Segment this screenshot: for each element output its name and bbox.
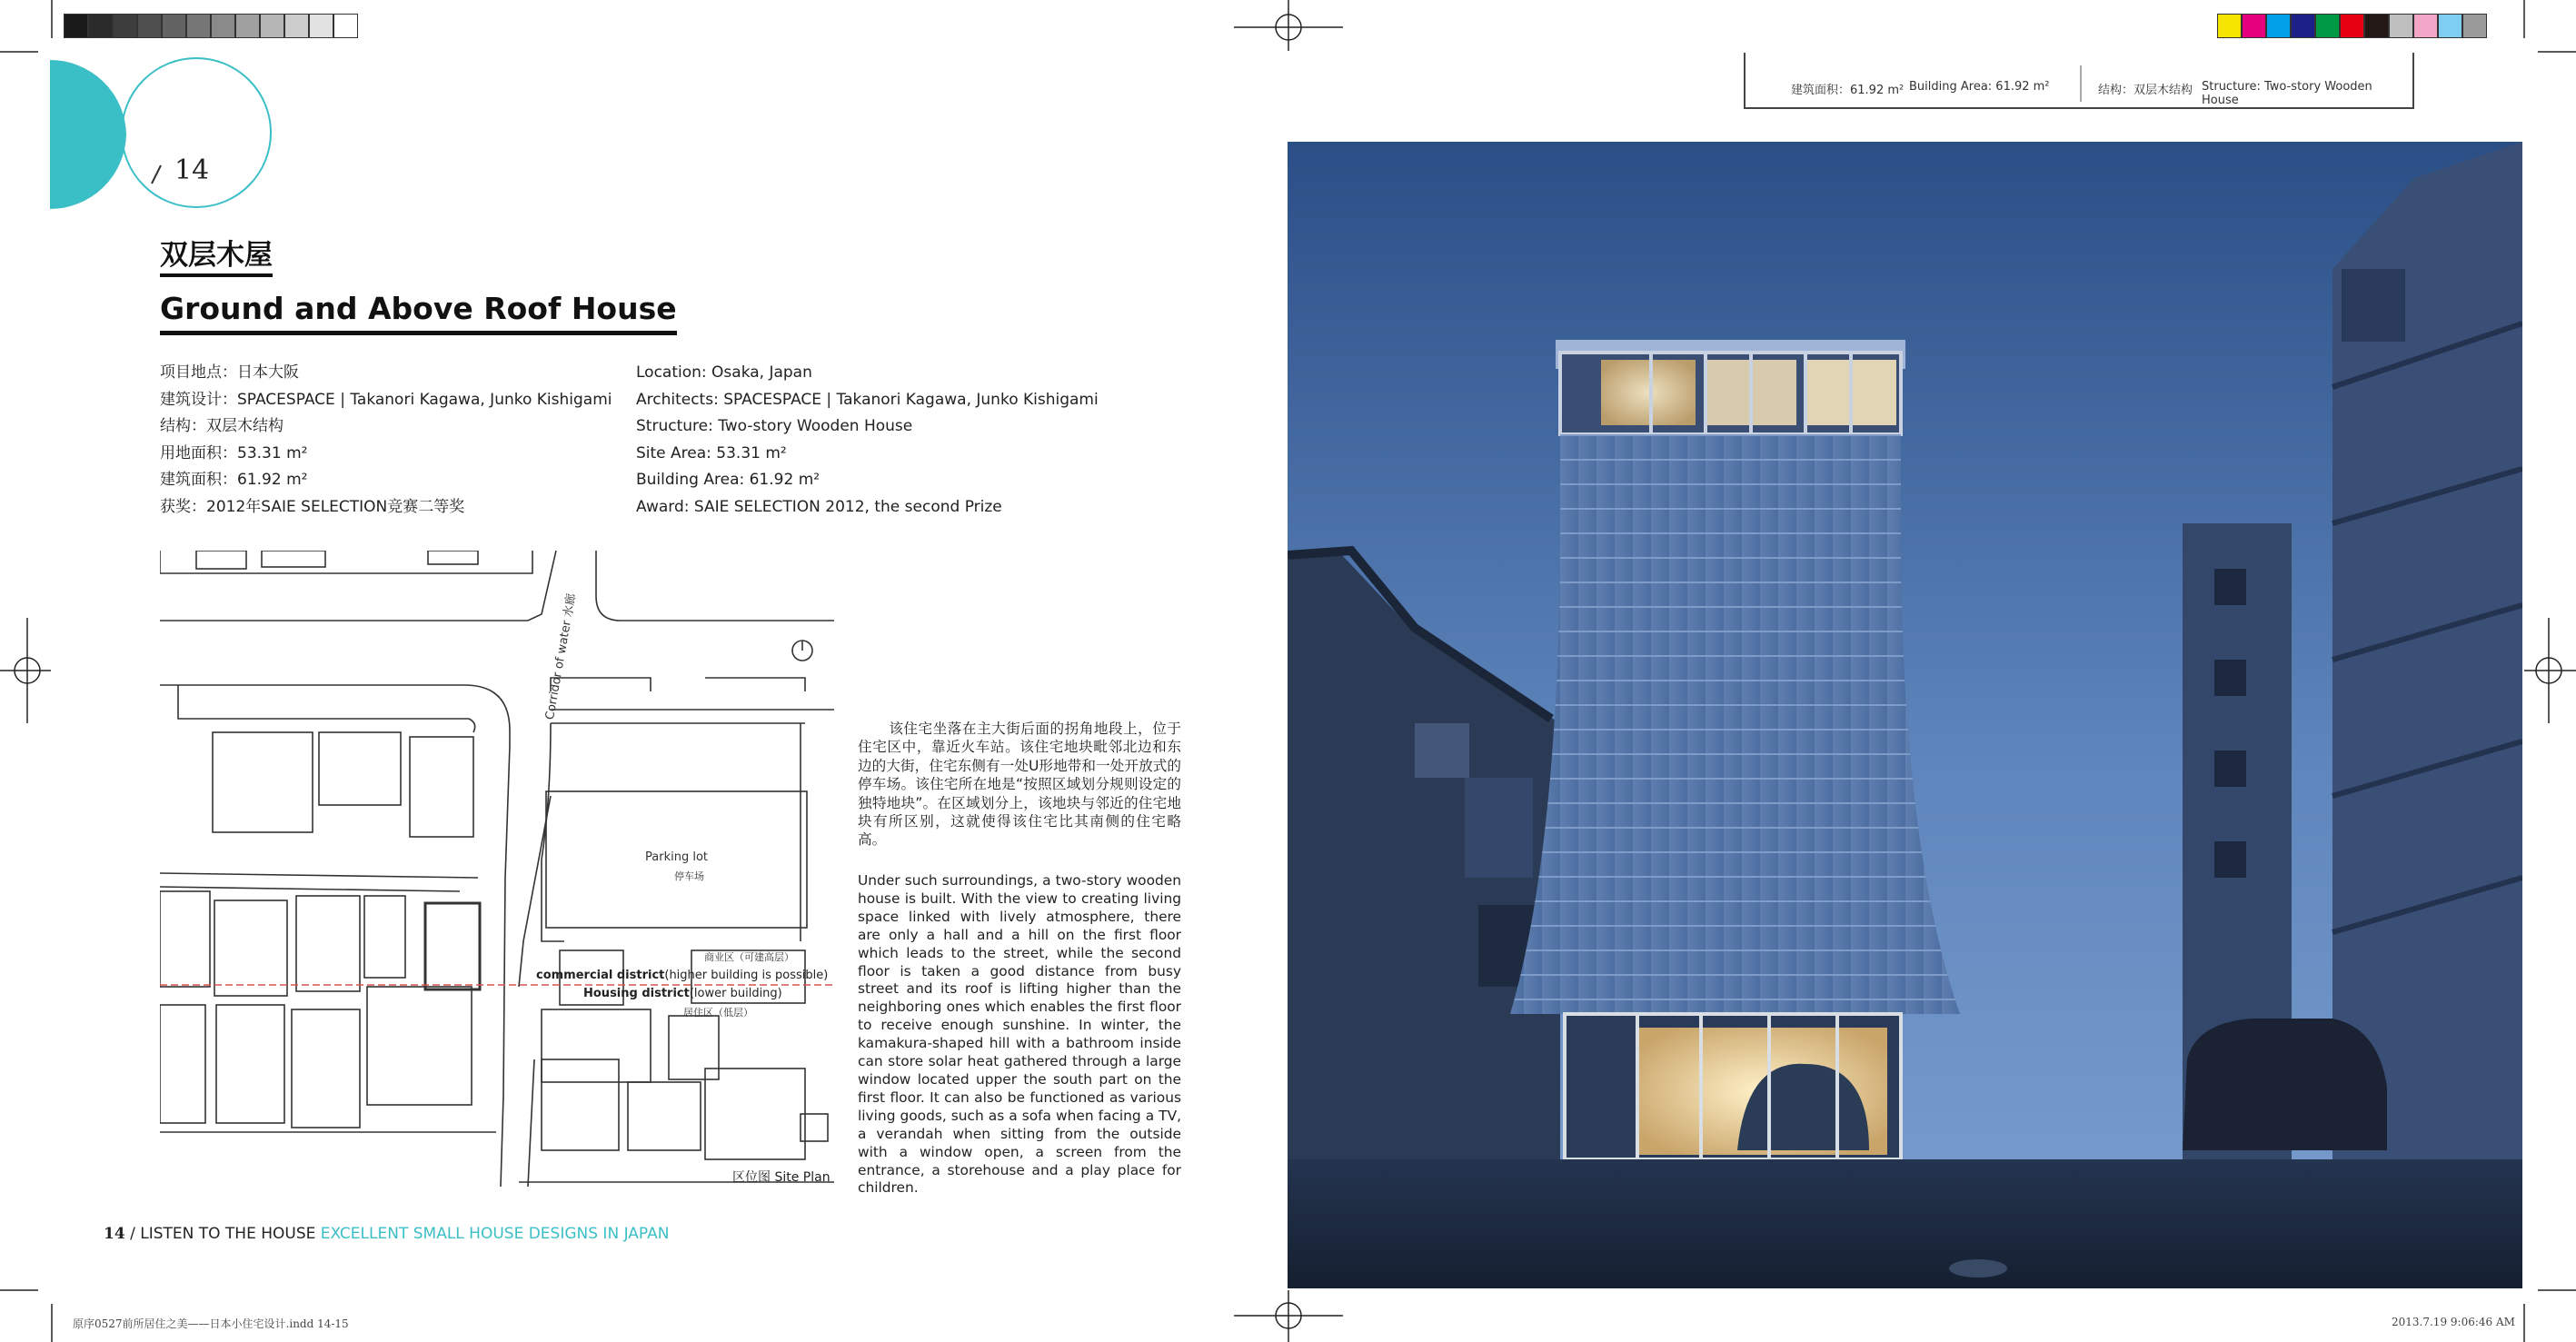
site-plan-drawing bbox=[160, 551, 834, 1187]
commercial-district-name: commercial district bbox=[536, 969, 665, 982]
gray-swatch bbox=[333, 14, 358, 38]
spec-en: Structure: Two-story Wooden House bbox=[636, 417, 913, 435]
footer-separator: / bbox=[130, 1225, 135, 1243]
title-chinese: 双层木屋 bbox=[160, 238, 273, 277]
body-text-chinese: 该住宅坐落在主大街后面的拐角地段上，位于住宅区中，靠近火车站。该住宅地块毗邻北边和东边的大街，住宅东侧有一处U形地带和一处开放式的停车场。该住宅所在地是“按照区域划分规则设定的独特地块”。在区域划分上，该地块与邻近的住宅地块有所区别，这就使得该住宅比其南侧的住宅略高。 bbox=[858, 721, 1181, 849]
spec-cn: 用地面积：53.31 m² bbox=[160, 443, 308, 462]
gray-swatch bbox=[235, 14, 260, 38]
color-swatch bbox=[2389, 14, 2413, 38]
running-footer bbox=[104, 1225, 669, 1243]
page-number-large: 14 bbox=[174, 154, 210, 186]
spec-cn: 获奖：2012年SAIE SELECTION竞赛二等奖 bbox=[160, 497, 465, 516]
grayscale-color-bar bbox=[64, 14, 358, 38]
spec-cn: 结构：双层木结构 bbox=[160, 417, 283, 435]
header-structure-en: Structure: Two-story Wooden House bbox=[2202, 80, 2372, 107]
slug-left: 原序0527前所居住之美——日本小住宅设计.indd 14-15 bbox=[73, 1317, 349, 1330]
color-swatch bbox=[2340, 14, 2364, 38]
spec-row bbox=[160, 360, 1099, 387]
street-label-en: Corridor of water bbox=[542, 619, 574, 721]
color-swatch bbox=[2291, 14, 2315, 38]
gray-swatch bbox=[260, 14, 284, 38]
gray-swatch bbox=[211, 14, 235, 38]
spec-row bbox=[160, 467, 1099, 494]
footer-series-accent: EXCELLENT SMALL HOUSE DESIGNS IN JAPAN bbox=[320, 1225, 670, 1243]
housing-district-name: Housing district bbox=[583, 987, 690, 1000]
spec-row bbox=[160, 441, 1099, 468]
page-number-circles bbox=[50, 56, 286, 215]
housing-label-cn: 居住区（低层） bbox=[683, 1007, 753, 1019]
right-page-header bbox=[1744, 53, 2414, 109]
gray-swatch bbox=[162, 14, 186, 38]
body-text-english: Under such surroundings, a two-story wooden house is built. With the view to creating living space linked with lively atmosphere, there are only a hall and a hill on the first floor which leads to the street, while the second floor is taken a good distance from busy street and its roof is lifting higher than the neighboring ones which enables the first floor to receive enough sunshine. In winter, the kamakura-shaped hill with a bathroom inside can store solar heat gathered through a large window located upper the south part on the first floor. It can also be functioned as various living goods, such as a sofa when facing a TV, a verandah when sitting from the outside with a window open, a screen from the entrance, a storehouse and a play place for children. bbox=[858, 872, 1181, 1197]
site-plan-caption: 区位图 Site Plan bbox=[732, 1170, 830, 1185]
header-structure-cn: 结构：双层木结构 bbox=[2098, 84, 2193, 97]
color-swatch bbox=[2462, 14, 2487, 38]
housing-district-note: (lower building) bbox=[689, 987, 782, 1000]
gray-swatch bbox=[88, 14, 113, 38]
parking-label: Parking lot bbox=[645, 850, 708, 864]
spec-en: Award: SAIE SELECTION 2012, the second Prize bbox=[636, 497, 1002, 516]
color-swatch bbox=[2364, 14, 2389, 38]
spec-cn: 建筑面积：61.92 m² bbox=[160, 471, 308, 489]
house-photo bbox=[1288, 142, 2522, 1288]
spec-row bbox=[160, 413, 1099, 441]
slug-right: 2013.7.19 9:06:46 AM bbox=[2392, 1316, 2515, 1328]
header-divider bbox=[2080, 65, 2082, 102]
spec-row bbox=[160, 387, 1099, 414]
title-english: Ground and Above Roof House bbox=[160, 289, 677, 335]
spec-cn: 项目地点：日本大阪 bbox=[160, 363, 299, 382]
spec-en: Architects: SPACESPACE | Takanori Kagawa, Junko Kishigami bbox=[636, 390, 1099, 409]
color-swatch bbox=[2217, 14, 2242, 38]
color-swatch bbox=[2315, 14, 2340, 38]
gray-swatch bbox=[113, 14, 137, 38]
spec-cn: 建筑设计：SPACESPACE | Takanori Kagawa, Junko Kishigami bbox=[160, 390, 612, 409]
commercial-district-note: (higher building is possible) bbox=[664, 969, 829, 982]
footer-series: LISTEN TO THE HOUSE bbox=[140, 1225, 316, 1243]
header-area-en: Building Area: 61.92 m² bbox=[1909, 80, 2050, 94]
color-swatch bbox=[2266, 14, 2291, 38]
spec-row bbox=[160, 494, 1099, 522]
project-specs bbox=[160, 360, 1099, 521]
footer-page-number: 14 bbox=[104, 1225, 125, 1243]
color-swatch bbox=[2413, 14, 2438, 38]
gray-swatch bbox=[137, 14, 162, 38]
spec-en: Location: Osaka, Japan bbox=[636, 363, 812, 382]
color-swatch bbox=[2242, 14, 2266, 38]
commercial-label bbox=[536, 969, 828, 982]
housing-label bbox=[583, 987, 782, 1000]
gray-swatch bbox=[186, 14, 211, 38]
spec-en: Building Area: 61.92 m² bbox=[636, 471, 821, 489]
commercial-label-cn: 商业区（可建高层） bbox=[704, 951, 794, 963]
gray-swatch bbox=[309, 14, 333, 38]
process-color-bar bbox=[2217, 14, 2487, 38]
spec-en: Site Area: 53.31 m² bbox=[636, 443, 787, 462]
gray-swatch bbox=[284, 14, 309, 38]
street-label-cn: 水廊 bbox=[561, 592, 580, 619]
header-area-cn: 建筑面积：61.92 m² bbox=[1791, 84, 1905, 97]
parking-label-cn: 停车场 bbox=[674, 870, 704, 882]
color-swatch bbox=[2438, 14, 2462, 38]
gray-swatch bbox=[64, 14, 88, 38]
